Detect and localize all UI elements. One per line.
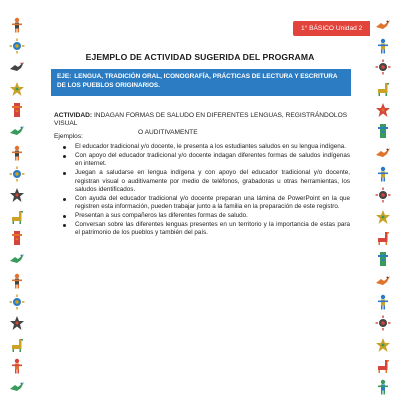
- list-item: Con ayuda del educador tradicional y/o docente preparan una lámina de PowerPoint en la que registren esta información, pueden trabajar junto a la familia en la preparación de este registro.: [60, 195, 350, 212]
- axis-tag: EJE:: [57, 73, 72, 80]
- figure-icon: [9, 358, 25, 374]
- list-item: Con apoyo del educador tradicional y/o docente indagan diferentes formas de saludos indígenas en internet.: [60, 152, 350, 169]
- figure-icon: [375, 379, 391, 395]
- examples-label: Ejemplos:: [54, 133, 83, 140]
- bird-icon: [375, 145, 391, 161]
- star-icon: [9, 81, 25, 97]
- activity-heading: [54, 112, 354, 137]
- sun-icon: [375, 187, 391, 203]
- sun-icon: [9, 294, 25, 310]
- bird-icon: [9, 123, 25, 139]
- axis-banner: [51, 69, 351, 96]
- bird-icon: [375, 17, 391, 33]
- figure-icon: [9, 273, 25, 289]
- list-item: Conversan sobre las diferentes lenguas presentes en un territorio y la importancia de estas para el patrimonio de los pueblos y también del país.: [60, 221, 350, 238]
- figure-icon: [9, 145, 25, 161]
- sun-icon: [375, 315, 391, 331]
- activity-line1: INDAGAN FORMAS DE SALUDO EN DIFERENTES LENGUAS, REGISTRÁNDOLOS VISUAL: [54, 112, 348, 128]
- llama-icon: [9, 337, 25, 353]
- page-title: EJEMPLO DE ACTIVIDAD SUGERIDA DEL PROGRAMA: [85, 52, 315, 62]
- totem-icon: [9, 230, 25, 246]
- star-icon: [375, 337, 391, 353]
- axis-text: LENGUA, TRADICIÓN ORAL, ICONOGRAFÍA, PRÁCTICAS DE LECTURA Y ESCRITURA DE LOS PUEBLOS ORIGINARIOS.: [57, 73, 338, 89]
- totem-icon: [9, 102, 25, 118]
- star-icon: [375, 102, 391, 118]
- star-icon: [375, 209, 391, 225]
- bird-icon: [9, 379, 25, 395]
- llama-icon: [9, 209, 25, 225]
- figure-icon: [375, 166, 391, 182]
- list-item: Presentan a sus compañeros las diferentes formas de saludo.: [60, 212, 350, 220]
- figure-icon: [375, 294, 391, 310]
- sun-icon: [9, 166, 25, 182]
- llama-icon: [375, 81, 391, 97]
- llama-icon: [375, 358, 391, 374]
- right-decorative-border: [370, 14, 396, 398]
- llama-icon: [375, 230, 391, 246]
- list-item: El educador tradicional y/o docente, le presenta a los estudiantes saludos en su lengua indígena.: [60, 143, 350, 151]
- activity-label: ACTIVIDAD:: [54, 112, 93, 119]
- totem-icon: [375, 251, 391, 267]
- bird-icon: [9, 251, 25, 267]
- bird-icon: [375, 273, 391, 289]
- list-item: Juegan a saludarse en lengua indígena y con apoyo del educador tradicional y/o docente, registran visual o auditivamente por medio de teléfonos, grabadoras u otras herramientas, los saludos identificados.: [60, 169, 350, 194]
- totem-icon: [375, 123, 391, 139]
- star-icon: [9, 315, 25, 331]
- star-icon: [9, 187, 25, 203]
- left-decorative-border: [4, 14, 30, 398]
- figure-icon: [9, 17, 25, 33]
- examples-list: [60, 143, 350, 238]
- activity-line2: O AUDITIVAMENTE: [138, 128, 198, 136]
- unit-badge: 1° BÁSICO Unidad 2: [293, 21, 370, 36]
